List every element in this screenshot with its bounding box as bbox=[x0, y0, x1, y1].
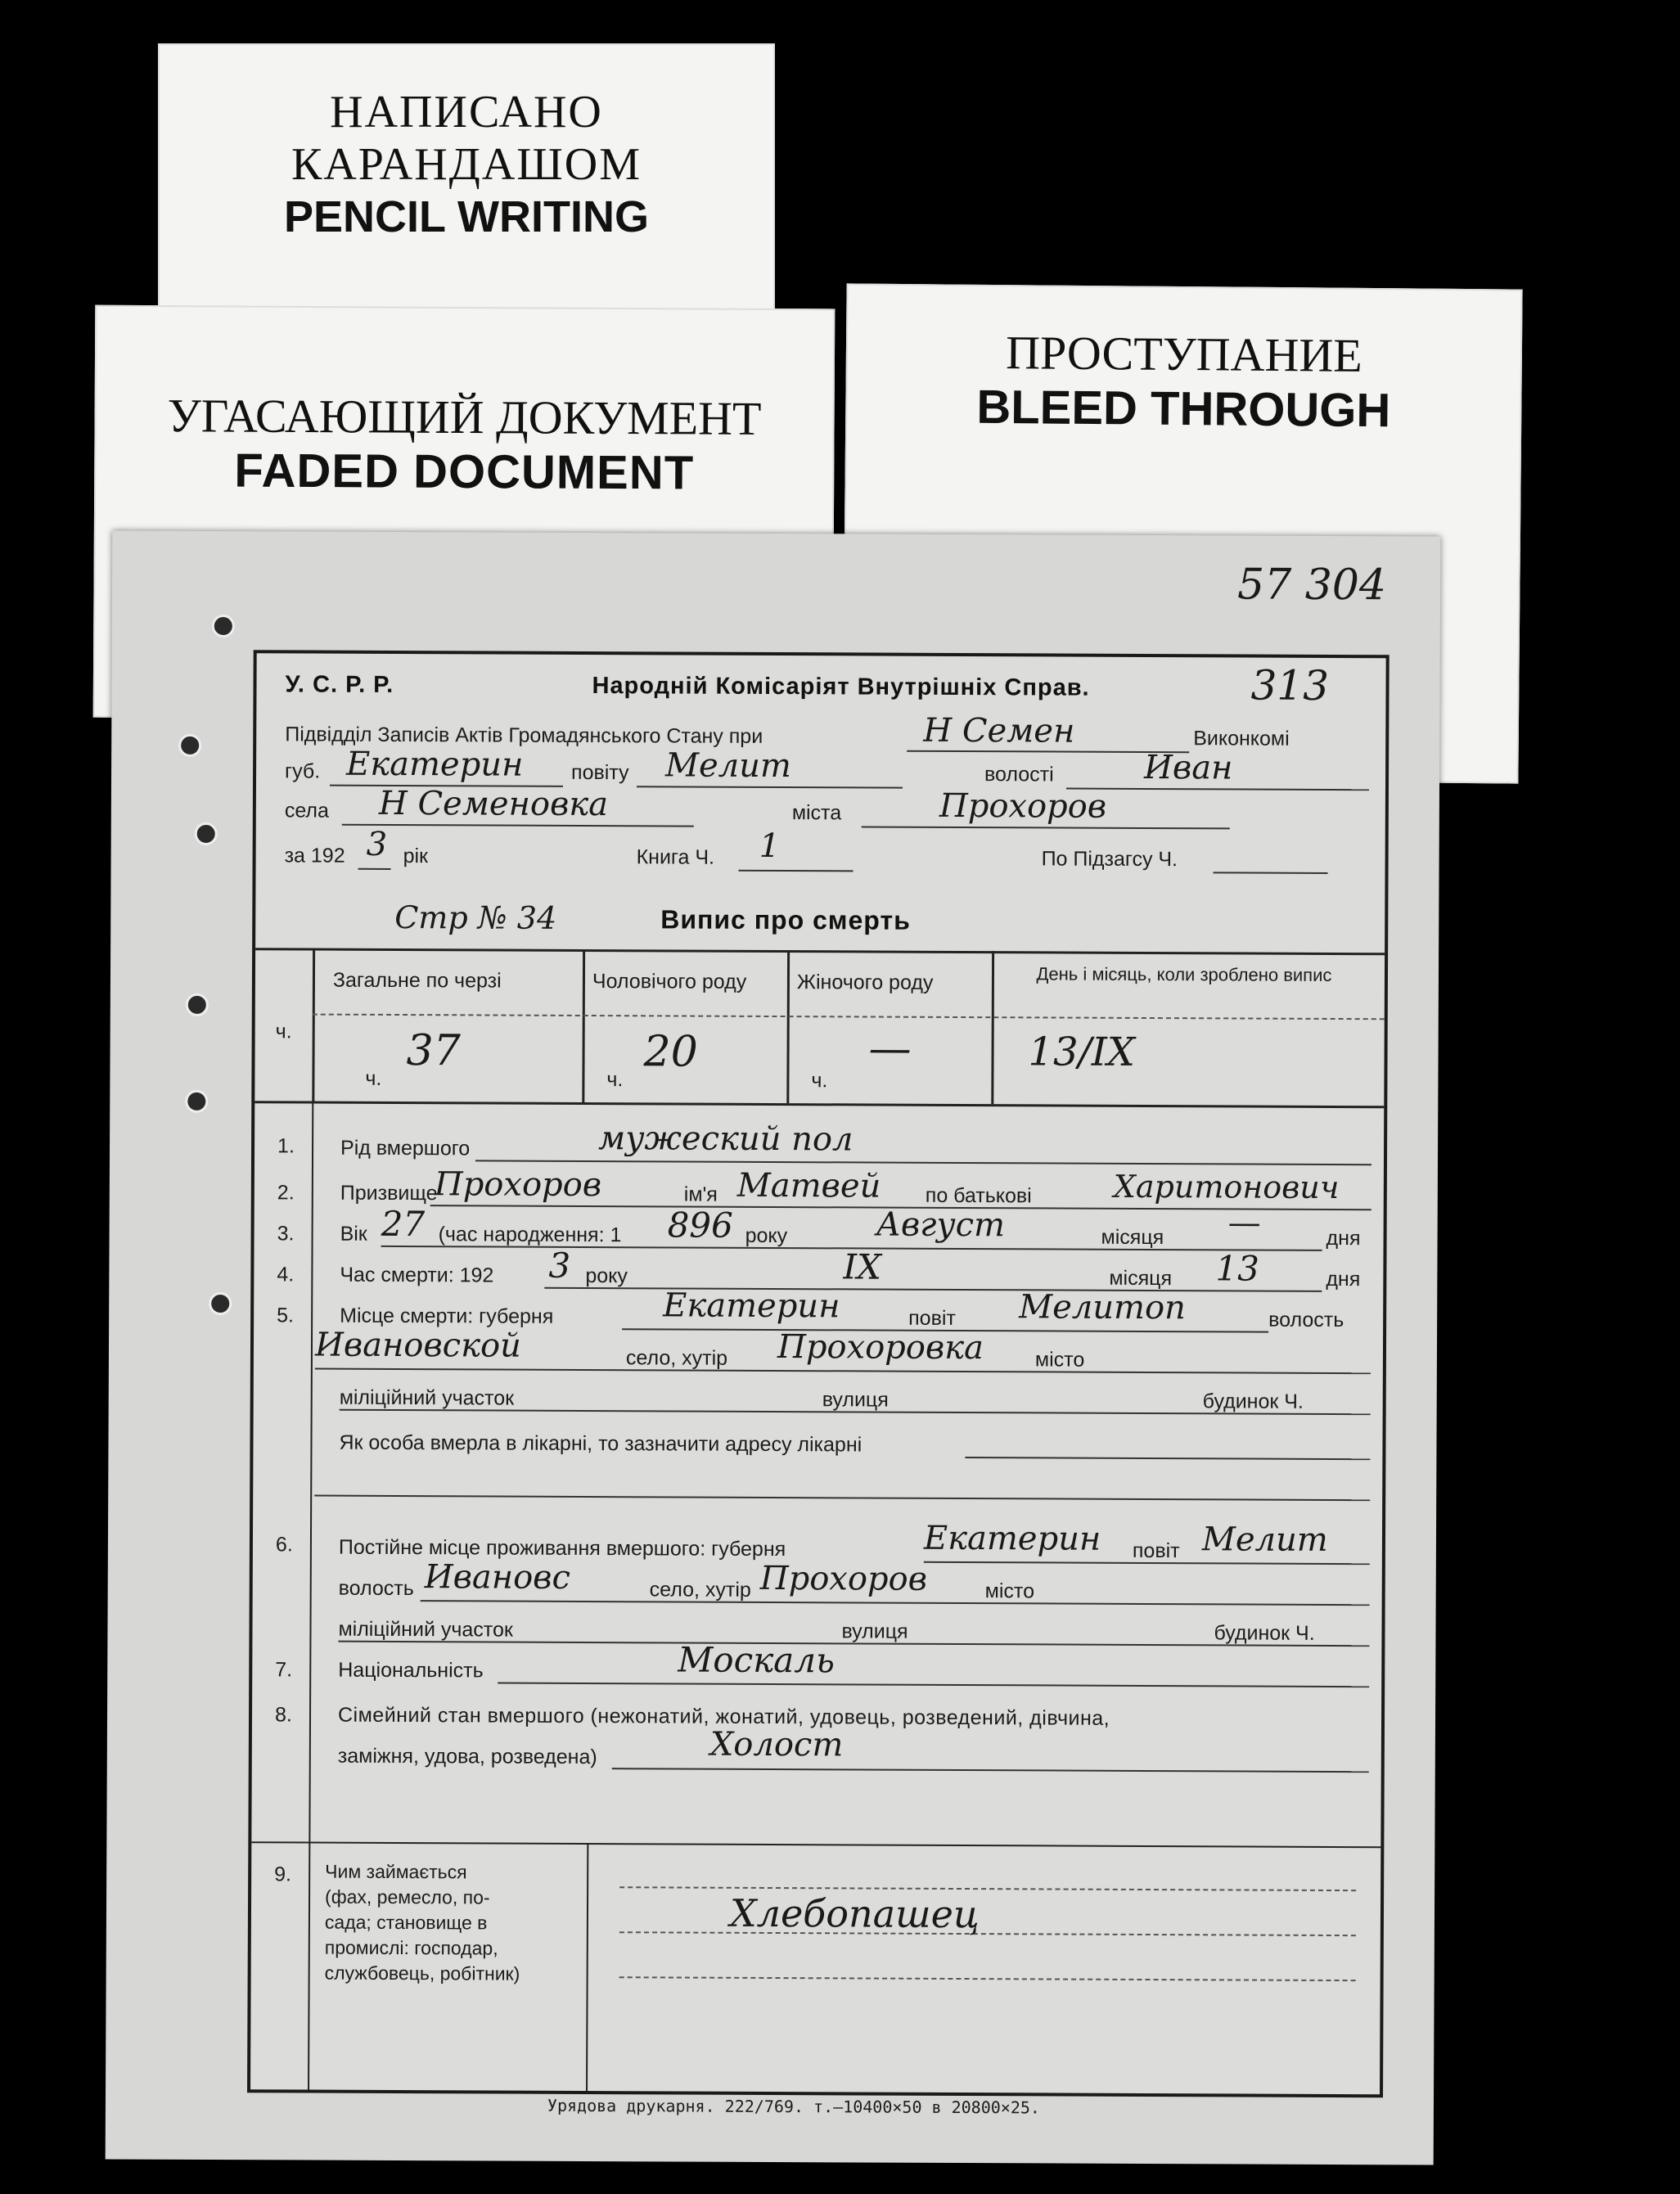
underline bbox=[342, 824, 694, 827]
rik-label: рік bbox=[403, 845, 429, 868]
row-number-divider bbox=[309, 1102, 313, 1842]
rid-label: Рід вмершого bbox=[340, 1136, 471, 1160]
birth-month-label: місяця bbox=[1101, 1225, 1164, 1250]
death-volost-label: волость bbox=[1268, 1308, 1344, 1332]
row-number: 5. bbox=[277, 1304, 295, 1327]
dotted-line bbox=[619, 1976, 1356, 1981]
underline bbox=[544, 1287, 1322, 1292]
underline bbox=[1214, 872, 1328, 874]
archive-number: 57 304 bbox=[1236, 560, 1387, 610]
form-frame bbox=[247, 650, 1389, 2097]
row-number: 2. bbox=[277, 1181, 295, 1205]
page-number: 313 bbox=[1250, 661, 1330, 710]
underline bbox=[739, 870, 854, 872]
death-povit-value: Мелитоп bbox=[1019, 1288, 1186, 1327]
death-record-sheet bbox=[106, 530, 1441, 2165]
birth-year-value: 896 bbox=[667, 1205, 733, 1246]
residence-label: Постійне місце проживання вмершого: губерня bbox=[338, 1535, 786, 1561]
cell-prefix: ч. bbox=[606, 1068, 624, 1092]
col-ch: ч. bbox=[275, 1020, 292, 1043]
underline bbox=[314, 1495, 1370, 1502]
record-page: Стр № 34 bbox=[394, 899, 557, 936]
row-number: 9. bbox=[274, 1863, 292, 1886]
name-value: Матвей bbox=[736, 1166, 881, 1205]
col-divider bbox=[786, 950, 790, 1103]
row-number: 1. bbox=[277, 1134, 295, 1158]
gub-value: Екатерин bbox=[346, 745, 524, 784]
underline bbox=[498, 1683, 1369, 1688]
res-street-label: вулиця bbox=[841, 1620, 908, 1643]
rid-value: мужеский пол bbox=[598, 1120, 854, 1159]
mista-value: Прохоров bbox=[939, 786, 1107, 826]
book-label: Книга Ч. bbox=[636, 845, 715, 869]
printer-footer: Урядова друкарня. 222/769. т.—10400×50 в 20800×25. bbox=[547, 2095, 1041, 2118]
col-divider bbox=[312, 948, 315, 1102]
pencil-writing-card bbox=[158, 43, 775, 310]
occupation-label-4: промислі: господар, bbox=[324, 1936, 498, 1959]
nationality-value: Москаль bbox=[678, 1639, 835, 1681]
occupation-label-1: Чим займається bbox=[325, 1860, 467, 1883]
underline bbox=[965, 1457, 1370, 1460]
age-value: 27 bbox=[381, 1203, 426, 1245]
volost-value: Иван bbox=[1143, 748, 1233, 787]
hospital-label: Як особа вмерла в лікарні, то зазначити адресу лікарні bbox=[339, 1430, 863, 1457]
punch-hole bbox=[185, 1090, 208, 1113]
res-povit-label: повіт bbox=[1132, 1539, 1180, 1563]
row-number: 3. bbox=[277, 1222, 295, 1246]
underline bbox=[358, 868, 391, 870]
birth-day-label: дня bbox=[1326, 1226, 1361, 1250]
punch-hole bbox=[195, 822, 218, 845]
col-male: Чоловічого роду bbox=[592, 970, 747, 993]
book-value: 1 bbox=[759, 827, 781, 866]
nationality-label: Національність bbox=[338, 1658, 484, 1683]
res-povit-value: Мелит bbox=[1201, 1520, 1328, 1559]
death-month-label: місяця bbox=[1109, 1266, 1173, 1291]
year-value: 3 bbox=[366, 825, 388, 863]
family-status-label2: заміжня, удова, розведена) bbox=[337, 1744, 597, 1769]
death-year-label: року bbox=[585, 1264, 628, 1288]
pencil-ru-line2: КАРАНДАШОМ bbox=[291, 139, 642, 191]
row-number-divider bbox=[308, 1842, 310, 2090]
birth-day-value: — bbox=[1227, 1204, 1261, 1242]
date-value: 13/IX bbox=[1028, 1029, 1136, 1075]
death-street-label: вулиця bbox=[822, 1388, 889, 1412]
underline bbox=[924, 1561, 1370, 1565]
female-value: — bbox=[868, 1024, 912, 1074]
occupation-label-2: (фах, ремесло, по- bbox=[325, 1885, 490, 1908]
surname-label: Призвище bbox=[340, 1181, 438, 1205]
col-female: Жіночого роду bbox=[796, 971, 934, 994]
underline bbox=[315, 1368, 1371, 1375]
name-label: ім'я bbox=[683, 1183, 718, 1206]
patronymic-label: по батькові bbox=[925, 1183, 1032, 1208]
death-month-value: IX bbox=[843, 1246, 882, 1287]
death-volost-value: Ивановской bbox=[314, 1326, 521, 1365]
row9-top-line bbox=[251, 1841, 1380, 1848]
underline bbox=[612, 1768, 1369, 1773]
general-value: 37 bbox=[406, 1026, 461, 1076]
punch-hole bbox=[178, 734, 201, 757]
res-volost-value: Ивановс bbox=[424, 1558, 570, 1597]
punch-hole bbox=[212, 615, 235, 637]
res-house-label: будинок Ч. bbox=[1214, 1621, 1315, 1645]
faded-en-line: FADED DOCUMENT bbox=[234, 444, 695, 500]
year-label: за 192 bbox=[284, 844, 345, 867]
death-povit-label: повіт bbox=[908, 1306, 956, 1330]
occupation-label-5: службовець, робітник) bbox=[324, 1962, 520, 1985]
cell-prefix: ч. bbox=[365, 1066, 382, 1090]
death-misto-label: місто bbox=[1034, 1348, 1085, 1372]
birth-month-value: Август bbox=[876, 1205, 1006, 1245]
volost-label: волості bbox=[984, 763, 1054, 786]
row-number: 8. bbox=[274, 1703, 292, 1727]
subdept-label: Підвідділ Записів Актів Громадянського Стану при bbox=[285, 723, 763, 748]
death-time-label: Час смерти: 192 bbox=[340, 1263, 494, 1287]
col-general: Загальне по черзі bbox=[332, 968, 502, 993]
bleed-en-line: BLEED THROUGH bbox=[976, 380, 1391, 437]
res-volost-label: волость bbox=[338, 1576, 414, 1601]
subgroup-label: По Підзагсу Ч. bbox=[1041, 847, 1178, 872]
table-bottom-line bbox=[254, 1101, 1384, 1108]
underline bbox=[475, 1160, 1371, 1165]
punch-hole bbox=[186, 993, 209, 1016]
male-value: 20 bbox=[643, 1027, 698, 1077]
family-status-value: Холост bbox=[709, 1725, 844, 1764]
underline bbox=[862, 826, 1230, 829]
family-status-label: Сімейний стан вмершого (нежонатий, жонатий, удовець, розведений, дівчина, bbox=[337, 1703, 1110, 1730]
povit-value: Мелит bbox=[665, 746, 791, 786]
death-police-label: міліційний участок bbox=[339, 1385, 515, 1410]
header-divider bbox=[313, 1014, 1385, 1020]
death-selo-value: Прохоровка bbox=[777, 1328, 984, 1367]
res-police-label: міліційний участок bbox=[338, 1617, 513, 1642]
cell-prefix: ч. bbox=[811, 1069, 828, 1092]
occupation-label-3: сада; становище в bbox=[324, 1911, 488, 1934]
death-day-value: 13 bbox=[1215, 1248, 1259, 1289]
ministry-header: Народній Комісаріят Внутрішніх Справ. bbox=[592, 673, 1090, 701]
death-day-label: дня bbox=[1326, 1267, 1361, 1291]
faded-ru-line: УГАСАЮЩИЙ ДОКУМЕНТ bbox=[167, 389, 762, 445]
underline bbox=[637, 786, 903, 788]
occupation-divider bbox=[586, 1843, 588, 2091]
birth-year-label: року bbox=[745, 1223, 788, 1248]
gub-label: губ. bbox=[285, 759, 321, 783]
row-number: 6. bbox=[275, 1533, 293, 1557]
pencil-ru-line1: НАПИСАНО bbox=[330, 87, 603, 137]
age-label: Вік bbox=[340, 1222, 367, 1246]
col-divider bbox=[582, 949, 585, 1102]
povit-label: повіту bbox=[571, 760, 629, 785]
country-header: У. С. Р. Р. bbox=[285, 671, 394, 698]
row-number: 4. bbox=[277, 1263, 295, 1286]
res-selo-value: Прохоров bbox=[759, 1559, 928, 1598]
death-place-label: Місце смерти: губерня bbox=[340, 1304, 554, 1328]
bleed-ru-line: ПРОСТУПАНИЕ bbox=[1005, 326, 1362, 382]
death-selo-label: село, хутір bbox=[625, 1346, 728, 1370]
row-number: 7. bbox=[275, 1658, 293, 1682]
sela-value: Н Семеновка bbox=[378, 784, 609, 824]
res-gub-value: Екатерин bbox=[923, 1519, 1101, 1558]
form-title: Випис про смерть bbox=[660, 904, 911, 935]
col-date: День і місяць, коли зроблено випис bbox=[1036, 963, 1332, 985]
death-year-value: 3 bbox=[548, 1245, 571, 1286]
pencil-en-line: PENCIL WRITING bbox=[283, 191, 649, 241]
patronymic-value: Харитонович bbox=[1113, 1168, 1340, 1206]
underline bbox=[421, 1600, 1370, 1606]
subdept-value: Н Семен bbox=[923, 711, 1075, 750]
underline bbox=[1066, 788, 1369, 791]
occupation-value: Хлебопашец bbox=[729, 1890, 980, 1937]
col-divider bbox=[991, 951, 994, 1104]
mista-label: міста bbox=[791, 801, 842, 825]
birth-label: (час народження: 1 bbox=[438, 1223, 622, 1247]
surname-value: Прохоров bbox=[434, 1165, 602, 1205]
table-top-line bbox=[255, 948, 1385, 955]
death-gub-value: Екатерин bbox=[663, 1286, 840, 1326]
executive-label: Виконкомі bbox=[1193, 727, 1290, 750]
sela-label: села bbox=[284, 799, 329, 822]
death-house-label: будинок Ч. bbox=[1202, 1390, 1304, 1413]
res-selo-label: село, хутір bbox=[649, 1578, 751, 1602]
punch-hole bbox=[209, 1292, 232, 1315]
res-misto-label: місто bbox=[984, 1579, 1035, 1603]
